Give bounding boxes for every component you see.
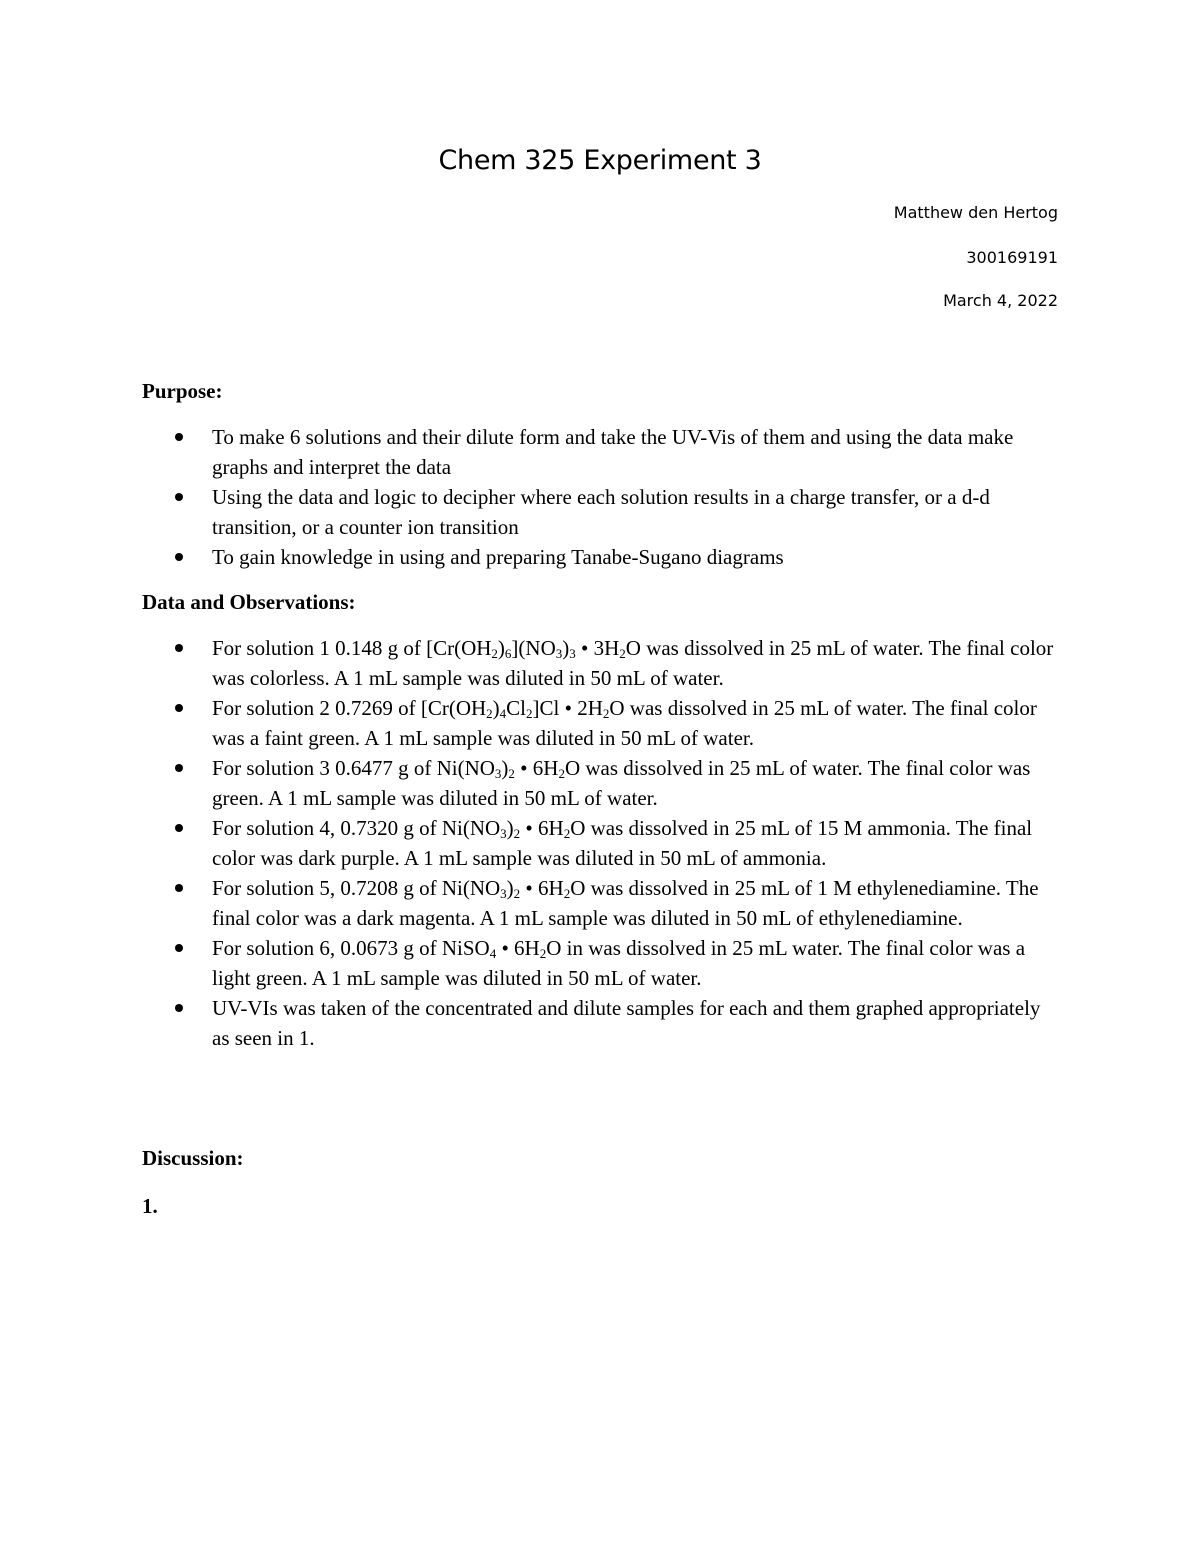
observation-text: For solution 6, 0.0673 g of NiSO$_4$ • $6H_2O$ in was dissolved in 25 mL water. The final color was a light green. A 1 mL sample was diluted in 50 mL of water. (212, 936, 1026, 990)
list-item (142, 933, 1062, 993)
observation-text: For solution 5, 0.7208 g of $Ni(NO_3)_2$ • $6H_2O$ was dissolved in 25 mL of 1 M ethylenediamine. The final color was a dark magenta. A 1 mL sample was diluted in 50 mL of ethylenediamine. (212, 876, 1039, 930)
bullet-icon (175, 764, 183, 772)
data-observations-list (142, 633, 1062, 1053)
bullet-icon (175, 1004, 183, 1012)
student-id: 300169191 (966, 248, 1058, 267)
author-name: Matthew den Hertog (893, 203, 1058, 222)
purpose-heading: Purpose: (142, 379, 223, 403)
discussion-heading: Discussion: (142, 1146, 244, 1170)
bullet-icon (175, 493, 183, 501)
list-item: To make 6 solutions and their dilute form and take the UV-Vis of them and using the data make graphs and interpret the data (142, 422, 1062, 482)
purpose-list (142, 422, 1062, 572)
bullet-icon (175, 944, 183, 952)
report-date: March 4, 2022 (943, 291, 1058, 310)
observation-text: For solution 1 0.148 g of $[Cr(OH_2)_6](NO_3)_3$ • $3H_2O$ was dissolved in 25 mL of water. The final color was colorless. A 1 mL sample was diluted in 50 mL of water. (212, 636, 1054, 690)
list-item: To gain knowledge in using and preparing Tanabe-Sugano diagrams (142, 542, 1062, 572)
list-item (142, 993, 1062, 1053)
data-observations-heading: Data and Observations: (142, 590, 356, 614)
observation-text: For solution 4, 0.7320 g of $Ni(NO_3)_2$ • $6H_2O$ was dissolved in 25 mL of 15 M ammonia. The final color was dark purple. A 1 mL sample was diluted in 50 mL of ammonia. (212, 816, 1033, 870)
bullet-icon (175, 644, 183, 652)
observation-text: For solution 2 0.7269 of $[Cr(OH_2)_4Cl_2]Cl$ • $2H_2O$ was dissolved in 25 mL of water. The final color was a faint green. A 1 mL sample was diluted in 50 mL of water. (212, 696, 1037, 750)
list-item: Using the data and logic to decipher where each solution results in a charge transfer, or a d-d transition, or a counter ion transition (142, 482, 1062, 542)
bullet-icon (175, 553, 183, 561)
list-item (142, 813, 1062, 873)
discussion-item-number: 1. (142, 1194, 158, 1218)
bullet-icon (175, 884, 183, 892)
list-item (142, 753, 1062, 813)
bullet-icon (175, 824, 183, 832)
list-item (142, 633, 1062, 693)
bullet-icon (175, 704, 183, 712)
list-item (142, 693, 1062, 753)
document-title: Chem 325 Experiment 3 (438, 145, 762, 176)
bullet-icon (175, 433, 183, 441)
list-item (142, 873, 1062, 933)
observation-text: For solution 3 0.6477 g of $Ni(NO_3)_2$ • $6H_2O$ was dissolved in 25 mL of water. The final color was green. A 1 mL sample was diluted in 50 mL of water. (212, 756, 1031, 810)
observation-text: UV-VIs was taken of the concentrated and dilute samples for each and them graphed appropriately as seen in 1. (212, 996, 1041, 1050)
